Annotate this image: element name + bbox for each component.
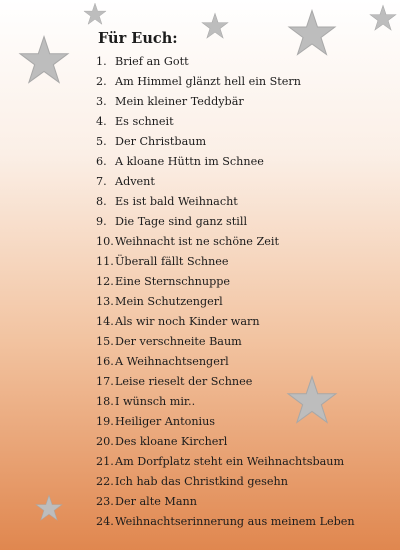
item-number: 6. (96, 155, 107, 168)
list-item (96, 272, 355, 292)
item-title: Die Tage sind ganz still (115, 215, 248, 228)
item-number: 1. (96, 55, 107, 68)
list-item (96, 212, 355, 232)
list-item (96, 112, 355, 132)
item-title: Weihnacht ist ne schöne Zeit (115, 235, 279, 248)
list-item (96, 392, 355, 412)
item-number: 20. (96, 435, 114, 448)
list-item (96, 432, 355, 452)
item-title: Weihnachtserinnerung aus meinem Leben (115, 515, 355, 528)
list-item (96, 252, 355, 272)
item-number: 23. (96, 495, 114, 508)
item-number: 5. (96, 135, 107, 148)
list-item (96, 152, 355, 172)
item-number: 24. (96, 515, 114, 528)
list-item (96, 512, 355, 532)
item-number: 8. (96, 195, 107, 208)
item-title: Überall fällt Schnee (115, 255, 229, 268)
item-number: 11. (96, 255, 114, 268)
list-item (96, 312, 355, 332)
item-title: Der alte Mann (115, 495, 197, 508)
item-title: I wünsch mir.. (115, 395, 196, 408)
star-icon (16, 34, 72, 86)
list-item (96, 172, 355, 192)
list-item (96, 232, 355, 252)
item-number: 7. (96, 175, 107, 188)
list-item (96, 452, 355, 472)
item-number: 21. (96, 455, 114, 468)
item-title: Am Dorfplatz steht ein Weihnachtsbaum (115, 455, 345, 468)
list-item (96, 92, 355, 112)
item-title: Es schneit (115, 115, 174, 128)
list-item (96, 292, 355, 312)
list-item (96, 472, 355, 492)
item-title: Am Himmel glänzt hell ein Stern (115, 75, 301, 88)
list-item (96, 412, 355, 432)
item-number: 17. (96, 375, 114, 388)
list-item (96, 352, 355, 372)
star-icon (82, 2, 108, 26)
item-number: 22. (96, 475, 114, 488)
item-number: 18. (96, 395, 114, 408)
list-item (96, 52, 355, 72)
item-title: Als wir noch Kinder warn (115, 315, 260, 328)
item-title: Mein kleiner Teddybär (115, 95, 244, 108)
item-number: 12. (96, 275, 114, 288)
poem-list (96, 52, 355, 532)
list-item (96, 492, 355, 512)
item-number: 3. (96, 95, 107, 108)
list-item (96, 372, 355, 392)
list-item (96, 332, 355, 352)
star-icon (34, 494, 64, 522)
item-title: Der verschneite Baum (115, 335, 242, 348)
item-title: Ich hab das Christkind gesehn (115, 475, 288, 488)
item-number: 14. (96, 315, 114, 328)
item-title: A kloane Hüttn im Schnee (115, 155, 264, 168)
star-icon (368, 4, 398, 32)
item-number: 10. (96, 235, 114, 248)
item-number: 2. (96, 75, 107, 88)
list-item (96, 132, 355, 152)
item-number: 16. (96, 355, 114, 368)
page-title: Für Euch: (98, 30, 178, 47)
item-title: A Weihnachtsengerl (115, 355, 229, 368)
item-title: Der Christbaum (115, 135, 207, 148)
item-number: 15. (96, 335, 114, 348)
item-title: Es ist bald Weihnacht (115, 195, 238, 208)
item-title: Des kloane Kircherl (115, 435, 228, 448)
item-title: Leise rieselt der Schnee (115, 375, 253, 388)
star-icon (286, 8, 338, 58)
item-title: Advent (115, 175, 155, 188)
item-title: Heiliger Antonius (115, 415, 216, 428)
item-title: Mein Schutzengerl (115, 295, 223, 308)
item-title: Eine Sternschnuppe (115, 275, 231, 288)
item-number: 9. (96, 215, 107, 228)
item-title: Brief an Gott (115, 55, 189, 68)
item-number: 13. (96, 295, 114, 308)
item-number: 19. (96, 415, 114, 428)
star-icon (200, 12, 230, 40)
list-item (96, 72, 355, 92)
item-number: 4. (96, 115, 107, 128)
list-item (96, 192, 355, 212)
